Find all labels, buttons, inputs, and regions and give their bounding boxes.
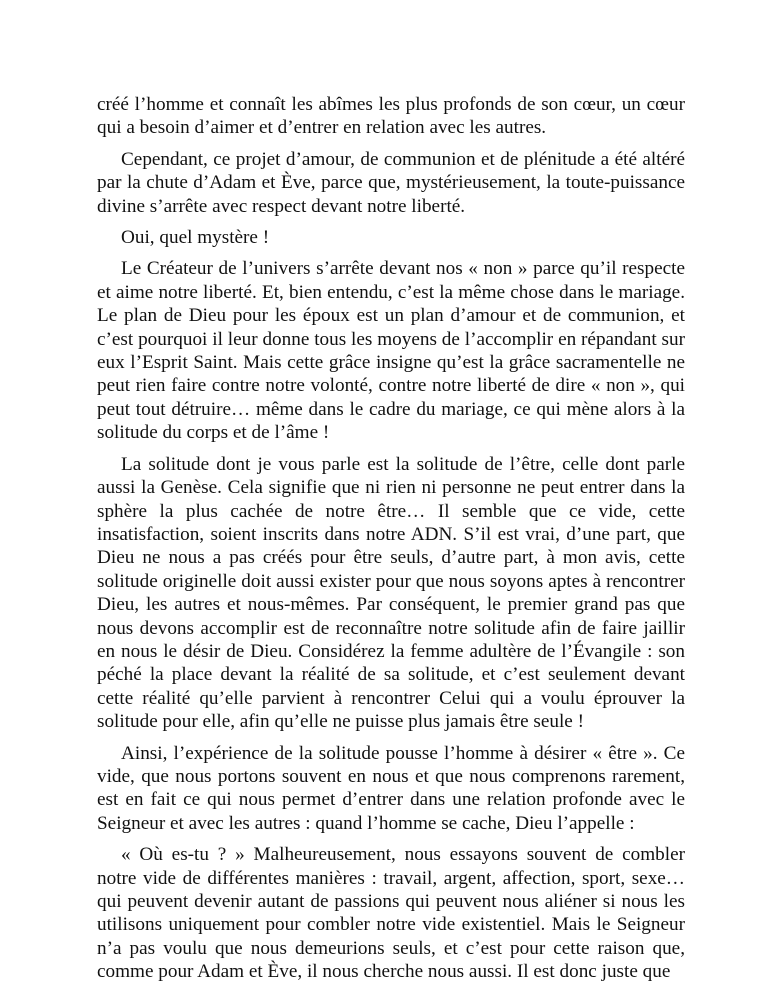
paragraph-2: Cependant, ce projet d’amour, de communion et de plénitude a été altéré par la chute d’Adam et Ève, parce que, mystérieusement, la toute-puissance divine s’arrête avec respect devant notre liberté. bbox=[97, 148, 685, 217]
paragraph-6: Ainsi, l’expérience de la solitude pousse l’homme à désirer « être ». Ce vide, que nous portons souvent en nous et que nous comprenons rarement, est en fait ce qui nous permet d’entrer dans une relation profonde avec le Seigneur et avec les autres : quand l’homme se cache, Dieu l’appelle : bbox=[97, 742, 685, 834]
paragraph-1: créé l’homme et connaît les abîmes les plus profonds de son cœur, un cœur qui a besoin d’aimer et d’entrer en relation avec les autres. bbox=[97, 94, 685, 139]
paragraph-5: La solitude dont je vous parle est la solitude de l’être, celle dont parle aussi la Genèse. Cela signifie que ni rien ni personne ne peut entrer dans la sphère la plus cachée de notre être… Il semble que ce vide, cette insatisfaction, soient inscrits dans notre ADN. S’il est vrai, d’une part, que Dieu ne nous a pas créés pour être seuls, d’autre part, à mon avis, cette solitude originelle doit aussi exister pour que nous soyons aptes à rencontrer Dieu, les autres et nous-mêmes. Par conséquent, le premier grand pas que nous devons accomplir est de reconnaître notre solitude afin de faire jaillir en nous le désir de Dieu. Considérez la femme adultère de l’Évangile : son péché la place devant la réalité de sa solitude, et c’est seulement devant cette réalité qu’elle parvient à rencontrer Celui qui a voulu éprouver la solitude pour elle, afin qu’elle ne puisse plus jamais être seule ! bbox=[97, 453, 685, 733]
paragraph-7: « Où es-tu ? » Malheureusement, nous essayons souvent de combler notre vide de différentes manières : travail, argent, affection, sport, sexe… qui peuvent devenir autant de passions qui peuvent nous aliéner si nous les utilisons uniquement pour combler notre vide existentiel. Mais le Seigneur n’a pas voulu que nous demeurions seuls, et c’est pour cette raison que, comme pour Adam et Ève, il nous cherche nous aussi. Il est donc juste que bbox=[97, 844, 685, 983]
paragraph-3: Oui, quel mystère ! bbox=[121, 227, 270, 249]
paragraph-4: Le Créateur de l’univers s’arrête devant nos « non » parce qu’il respecte et aime notre liberté. Et, bien entendu, c’est la même chose dans le mariage. Le plan de Dieu pour les époux est un plan d’amour et de communion, et c’est pourquoi il leur donne tous les moyens de l’accomplir en répandant sur eux l’Esprit Saint. Mais cette grâce insigne qu’est la grâce sacramentelle ne peut rien faire contre notre volonté, contre notre liberté de dire « non », qui peut tout détruire… même dans le cadre du mariage, ce qui mène alors à la solitude du corps et de l’âme ! bbox=[97, 258, 685, 444]
page-body bbox=[97, 93, 685, 992]
